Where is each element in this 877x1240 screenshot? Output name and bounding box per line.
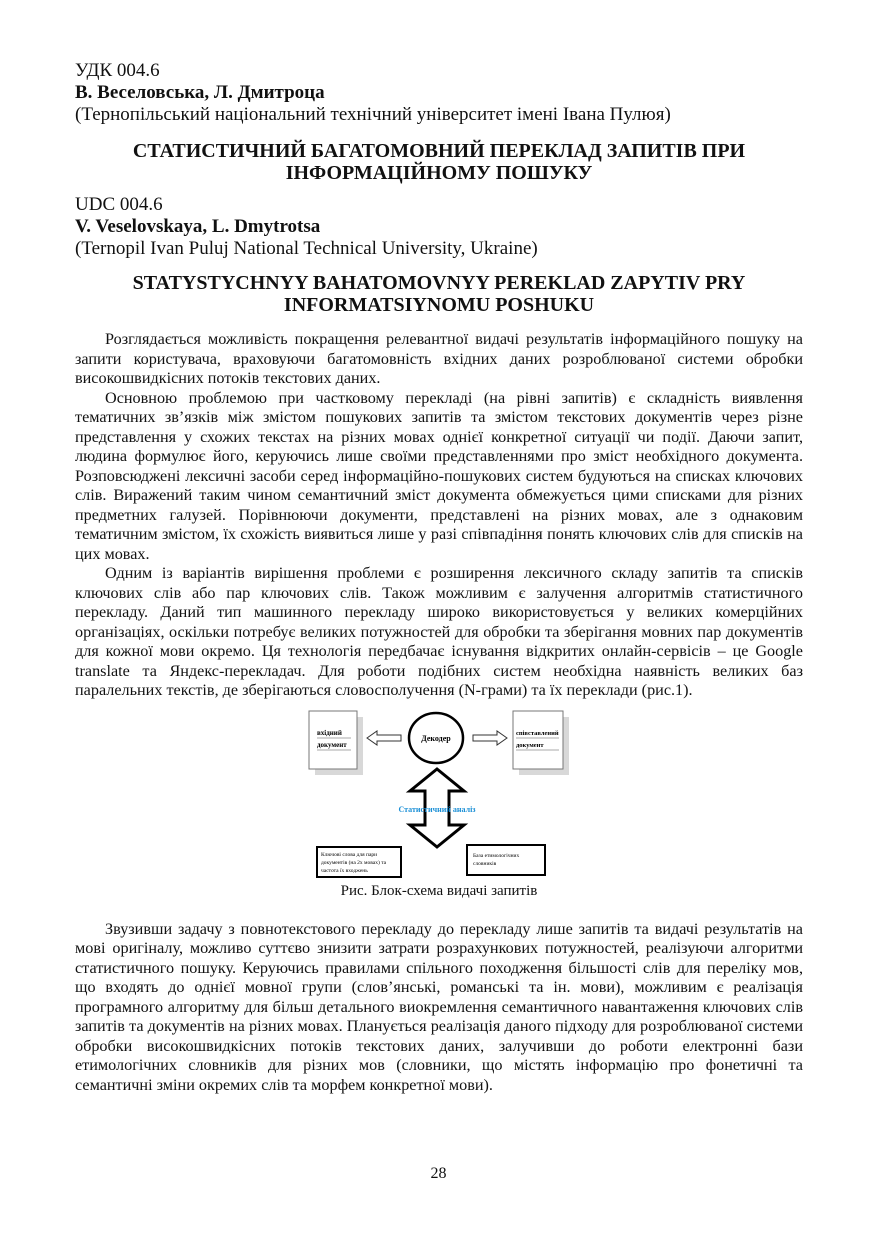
paragraph: Звузивши задачу з повнотекстового перекладу до перекладу лише запитів та видачі результатів на мові оригіналу, можливо суттєво знизити затрати розрахункових потужностей, реалізуючи алгоритми статистичного пошуку. Керуючись правилами спільного походження більшості слів для переліку мов, що входять до однієї мовної групи (слов’янські, романські та ін. мови), можливим є реалізація програмного алгоритму для більш детального виокремлення семантичного навантаження ключових слів запитів та документів на різних мовах. Планується реалізація даного підходу для розроблюваної системи обробки високошвидкісних потоків текстових даних, залучивши до роботи електронні бази етимологічних словників для різних мов (словники, що містять інформацію про фонетичні та семантичні зміни окремих слів та морфем конкретної мови). — [75, 919, 803, 1094]
page-content — [75, 60, 803, 1095]
affiliation-en: (Ternopil Ivan Puluj National Technical University, Ukraine) — [75, 238, 538, 259]
udk-en: UDC 004.6 — [75, 194, 163, 215]
etymology-box — [467, 845, 545, 875]
paragraph: Одним із варіантів вирішення проблеми є розширення лексичного складу запитів та списків ключових слів або пар ключових слів. Також можливим є залучення алгоритмів статистичного перекладу. Даний тип машинного перекладу широко використовується у великих комерційних організаціях, оскільки потребує великих потужностей для обробки та зберігання мовних пар документів для кожної мови окремо. Ця технологія передбачає існування відкритих онлайн-сервісів – це Google translate та Яндекс-перекладач. Для роботи подібних систем необхідна наявність великих баз паралельних текстів, де зберігаються словосполучення (N-грами) та їх переклади (рис.1). — [75, 564, 803, 699]
matched-doc-line1: співставлений — [516, 729, 559, 737]
arrow-left-icon — [367, 731, 401, 745]
page-number: 28 — [430, 1165, 447, 1182]
paragraph: Розглядається можливість покращення релевантної видачі результатів інформаційного пошуку на запити користувача, враховуючи багатомовність вхідних даних розроблюваної системи обробки високошвидкісних потоків текстових даних. — [75, 330, 803, 387]
input-doc-line2: документ — [317, 740, 347, 749]
authors-en: V. Veselovskaya, L. Dmytrotsa — [75, 216, 321, 237]
decoder-node — [409, 713, 463, 763]
authors-ua: В. Веселовська, Л. Дмитроца — [75, 82, 325, 103]
paragraph: Основною проблемою при частковому перекладі (на рівні запитів) є складність виявлення тематичних зв’язків між змістом пошукових запитів та змістом текстових документів через різне представлення у схожих текстах на різних мовах однієї конкретної ситуації чи події. Даючи запит, людина формулює його, керуючись лише своїми представленнями про зміст необхідного документа. Розповсюджені лексичні засоби серед інформаційно-пошукових систем будуються на списках ключових слів. Виражений таким чином семантичний зміст документа обмежується цими списками для різних предметних галузей. Порівнюючи документи, представлені на різних мовах, але з однаковим тематичним змістом, їх схожість виявиться лише у разі співпадіння понять ключових слів для списків на цих мовах. — [75, 388, 803, 563]
input-document-icon — [309, 711, 363, 775]
etym-line1: База етимологічних — [473, 852, 520, 859]
etym-line2: словників — [473, 860, 497, 867]
input-doc-line1: вхідний — [317, 728, 342, 737]
flowchart-diagram — [307, 709, 577, 879]
title-en: STATYSTYCHNYY BAHATOMOVNYY PEREKLAD ZAPYTIV PRY INFORMATSIYNOMU POSHUKU — [132, 272, 746, 316]
flowchart-figure — [75, 709, 803, 879]
keywords-box — [317, 847, 401, 877]
title-ua: СТАТИСТИЧНИЙ БАГАТОМОВНИЙ ПЕРЕКЛАД ЗАПИТІВ ПРИ ІНФОРМАЦІЙНОМУ ПОШУКУ — [132, 140, 746, 184]
stat-analysis-label: Статистичний аналіз — [398, 804, 476, 814]
affiliation-ua: (Тернопільський національний технічний університет імені Івана Пулюя) — [75, 104, 671, 125]
matched-document-icon — [513, 711, 569, 775]
decoder-label: Декодер — [421, 733, 451, 743]
keywords-line2: документів (на 2х мовах) та — [321, 859, 387, 866]
arrow-right-icon — [473, 731, 507, 745]
figure-caption: Рис. Блок-схема видачі запитів — [340, 882, 538, 899]
udk-ua: УДК 004.6 — [75, 60, 160, 81]
matched-doc-line2: документ — [516, 741, 544, 749]
keywords-line1: Ключові слова для пари — [321, 851, 378, 858]
keywords-line3: частота їх входжень — [321, 867, 368, 874]
